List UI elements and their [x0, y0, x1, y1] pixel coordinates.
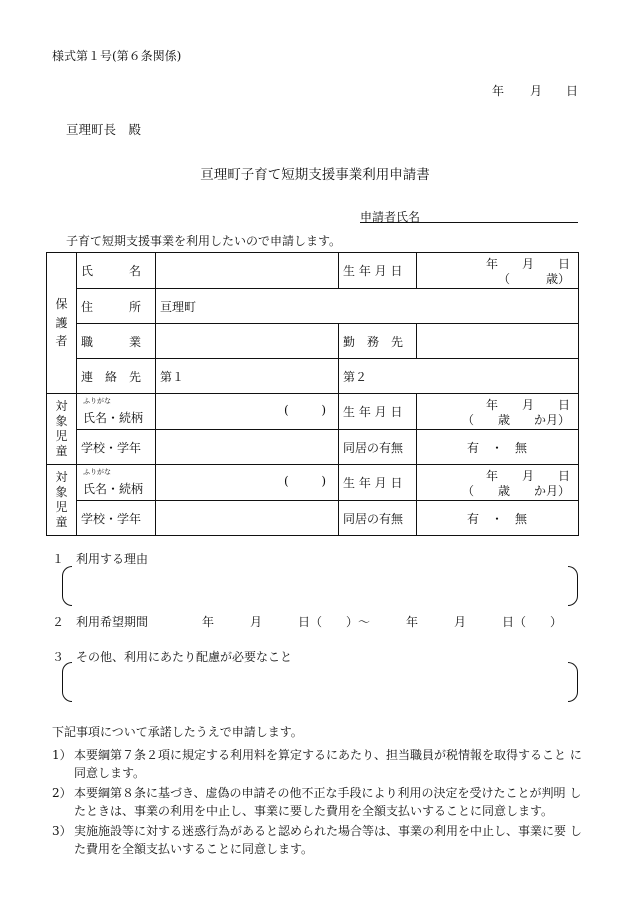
guardian-job-row	[47, 324, 579, 359]
child-2-school-field[interactable]	[156, 501, 339, 536]
child-1-name-field[interactable]: ( )	[156, 394, 339, 430]
section-1-heading: １ 利用する理由	[52, 552, 149, 566]
child-1-birth-label: 生 年 月 日	[339, 394, 417, 430]
applicant-name-field[interactable]	[360, 208, 578, 223]
child-1-cohabit-options[interactable]: 有 ・ 無	[417, 430, 579, 465]
guardian-address-row	[47, 289, 579, 324]
intro-text: 子育て短期支援事業を利用したいので申請します。	[66, 234, 342, 248]
left-bracket	[62, 662, 72, 702]
right-bracket	[568, 566, 578, 606]
reason-input-box[interactable]	[62, 566, 578, 606]
consent-item-1: 1） 本要綱第７条２項に規定する利用料を算定するにあたり、担当職員が税情報を取得すること に同意します。	[52, 748, 582, 780]
child-1-school-label: 学校・学年	[77, 430, 156, 465]
guardian-birth-label: 生 年 月 日	[339, 253, 417, 289]
considerations-input-box[interactable]	[62, 662, 578, 702]
consent-item-2: 2） 本要綱第８条に基づき、虚偽の申請その他不正な手段により利用の決定を受けたことが判明 したときは、事業の利用を中止し、事業に要した費用を全額支払いすることに同意します。	[52, 786, 582, 818]
child-2-birth-label: 生 年 月 日	[339, 465, 417, 501]
child-1-school-row	[47, 430, 579, 465]
child-2-school-row	[47, 501, 579, 536]
child-1-name-row	[47, 394, 579, 430]
child-1-birth-field[interactable]: 年 月 日 （ 歳 か月）	[417, 394, 579, 430]
date-month: 月	[530, 84, 543, 98]
guardian-name-row	[47, 253, 579, 289]
child-2-group-label: 対 象 児 童	[47, 465, 77, 536]
addressee: 亘理町長 殿	[66, 122, 142, 137]
child-2-name-label: ふりがな 氏名・続柄	[77, 465, 156, 501]
child-1-school-field[interactable]	[156, 430, 339, 465]
document-title: 亘理町子育て短期支援事業利用申請書	[200, 167, 430, 183]
section-2-heading: ２ 利用希望期間	[52, 615, 149, 629]
guardian-job-field[interactable]	[156, 324, 339, 359]
guardian-contact-label: 連 絡 先	[77, 359, 156, 394]
application-table	[46, 252, 579, 536]
right-bracket	[568, 662, 578, 702]
guardian-name-label: 氏 名	[77, 253, 156, 289]
applicant-name-label: 申請者氏名	[360, 210, 421, 224]
guardian-contact-1-field[interactable]: 第１	[156, 359, 339, 394]
form-number: 様式第１号(第６条関係)	[52, 49, 182, 63]
guardian-workplace-field[interactable]	[417, 324, 579, 359]
date-day: 日	[566, 84, 579, 98]
left-bracket	[62, 566, 72, 606]
guardian-address-field[interactable]: 亘理町	[156, 289, 579, 324]
child-2-name-row	[47, 465, 579, 501]
child-2-cohabit-label: 同居の有無	[339, 501, 417, 536]
child-2-cohabit-options[interactable]: 有 ・ 無	[417, 501, 579, 536]
child-2-birth-field[interactable]: 年 月 日 （ 歳 か月）	[417, 465, 579, 501]
child-2-school-label: 学校・学年	[77, 501, 156, 536]
guardian-contact-row	[47, 359, 579, 394]
date-year: 年	[492, 84, 505, 98]
guardian-group-label: 保 護 者	[47, 253, 77, 394]
guardian-job-label: 職 業	[77, 324, 156, 359]
guardian-address-label: 住 所	[77, 289, 156, 324]
child-1-group-label: 対 象 児 童	[47, 394, 77, 465]
child-2-name-field[interactable]: ( )	[156, 465, 339, 501]
guardian-birth-field[interactable]: 年 月 日 （ 歳）	[417, 253, 579, 289]
consent-item-3: 3） 実施施設等に対する迷惑行為があると認められた場合等は、事業の利用を中止し、事業に要 した費用を全額支払いすることに同意します。	[52, 824, 582, 856]
guardian-contact-2-field[interactable]: 第２	[339, 359, 579, 394]
section-3-heading: ３ その他、利用にあたり配慮が必要なこと	[52, 650, 293, 664]
child-1-cohabit-label: 同居の有無	[339, 430, 417, 465]
consent-intro: 下記事項について承諾したうえで申請します。	[52, 725, 303, 739]
guardian-name-field[interactable]	[156, 253, 339, 289]
guardian-workplace-label: 勤 務 先	[339, 324, 417, 359]
usage-period[interactable]: 年 月 日（ ）～ 年 月 日（ ）	[202, 615, 563, 629]
child-1-name-label: ふりがな 氏名・続柄	[77, 394, 156, 430]
